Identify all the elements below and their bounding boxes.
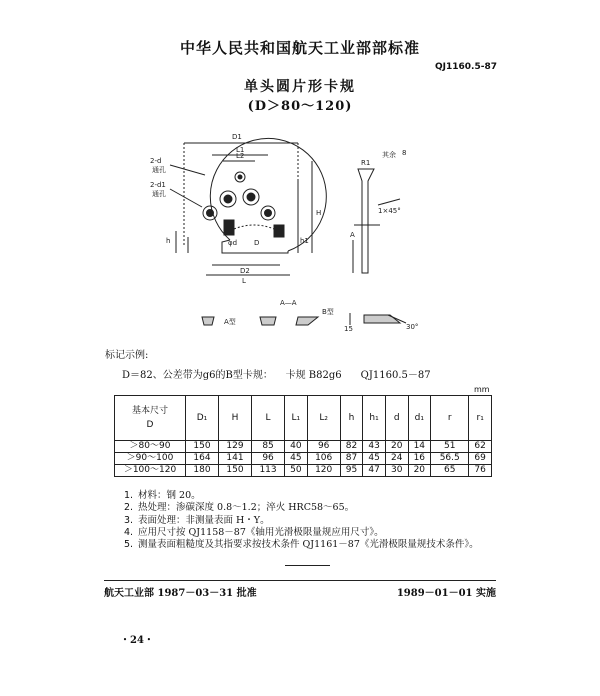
range-cell: ＞80～90	[115, 441, 186, 453]
marking-example-label: 标记示例:	[105, 350, 149, 361]
value-cell: 50	[285, 465, 308, 477]
page-subtitle: (D＞80～120)	[247, 99, 353, 114]
value-cell: 20	[385, 441, 408, 453]
note-text: 热处理：渗碳深度 0.8～1.2；淬火 HRC58～65。	[138, 502, 355, 514]
value-cell: 20	[408, 465, 431, 477]
note-text: 表面处理：非测量表面 H・Y。	[138, 514, 270, 526]
note-number: 2.	[124, 502, 134, 514]
value-cell: 24	[385, 453, 408, 465]
value-cell: 150	[219, 465, 252, 477]
header-cell: L₂	[307, 396, 340, 441]
note-item	[124, 527, 479, 539]
header-cell: h	[340, 396, 363, 441]
value-cell: 43	[363, 441, 386, 453]
header-cell: r₁	[469, 396, 492, 441]
note-number: 4.	[124, 526, 134, 538]
header-cell: H	[219, 396, 252, 441]
value-cell: 76	[469, 465, 492, 477]
label-through-hole-2: 通孔	[152, 190, 166, 198]
label-type-a: A型	[224, 318, 236, 326]
dimension-table	[114, 395, 492, 477]
header-cell: h₁	[363, 396, 386, 441]
dim-d1: D1	[232, 133, 242, 141]
value-cell: 85	[252, 441, 285, 453]
note-text: 材料：钢 20。	[138, 490, 201, 501]
note-item	[124, 539, 479, 551]
implementation-date: 1989－01－01 实施	[396, 588, 496, 599]
value-cell: 96	[252, 453, 285, 465]
page-title: 单头圆片形卡规	[244, 79, 356, 95]
value-cell: 16	[408, 453, 431, 465]
marking-example-text: D＝82、公差带为g6的B型卡规： 卡规 B82g6 QJ1160.5－87	[122, 370, 431, 381]
dim-phi-d: φd	[228, 239, 238, 247]
range-cell: ＞90～100	[115, 453, 186, 465]
standard-header-title: 中华人民共和国航天工业部部标准	[179, 39, 420, 57]
basic-size-label: 基本尺寸	[131, 406, 168, 416]
dim-h: H	[316, 209, 322, 217]
label-angle: 30°	[406, 323, 419, 331]
dim-l1: L1	[236, 146, 245, 154]
value-cell: 141	[219, 453, 252, 465]
label-section: A—A	[280, 299, 297, 307]
value-cell: 30	[385, 465, 408, 477]
measuring-jaw-right	[274, 225, 284, 237]
value-cell: 120	[307, 465, 340, 477]
value-cell: 150	[186, 441, 219, 453]
approval-date: 航天工业部 1987－03－31 批准	[104, 588, 257, 599]
header-cell: L₁	[285, 396, 308, 441]
label-rest: 其余	[382, 151, 396, 159]
dim-center-mark: D	[254, 239, 260, 247]
header-cell: r	[431, 396, 469, 441]
page-number: ・24・	[120, 635, 154, 646]
note-text: 应用尺寸按 QJ1158－87《轴用光滑极限量规应用尺寸》。	[138, 526, 384, 538]
section-type-a-b	[260, 317, 276, 325]
range-cell: ＞100～120	[115, 465, 186, 477]
label-type-b: B型	[322, 308, 334, 316]
technical-drawing	[150, 125, 450, 335]
value-cell: 95	[340, 465, 363, 477]
label-roughness: 8	[402, 149, 407, 157]
dim-d2: D2	[240, 267, 250, 275]
value-cell: 62	[469, 441, 492, 453]
value-cell: 180	[186, 465, 219, 477]
value-cell: 47	[363, 465, 386, 477]
label-chamfer: 1×45°	[378, 207, 401, 215]
value-cell: 14	[408, 441, 431, 453]
value-cell: 45	[363, 453, 386, 465]
header-cell: d	[385, 396, 408, 441]
note-item	[124, 490, 479, 502]
footer-divider	[104, 580, 496, 581]
value-cell: 87	[340, 453, 363, 465]
section-type-b	[296, 317, 318, 325]
note-number: 1.	[124, 490, 134, 501]
end-rule	[285, 565, 330, 566]
value-cell: 65	[431, 465, 469, 477]
header-cell: d₁	[408, 396, 431, 441]
value-cell: 40	[285, 441, 308, 453]
value-cell: 129	[219, 441, 252, 453]
note-item	[124, 515, 479, 527]
section-type-a-a	[202, 317, 214, 325]
note-item	[124, 502, 479, 514]
dim-l2: L2	[236, 152, 245, 160]
measuring-jaw-left	[224, 220, 234, 235]
label-thickness: 15	[344, 325, 353, 333]
section-detail	[364, 315, 400, 323]
dim-h-small: h	[166, 237, 171, 245]
header-basic-size	[115, 396, 186, 441]
label-r1: R1	[361, 159, 371, 167]
document-code: QJ1160.5-87	[435, 62, 497, 72]
table-row	[115, 441, 492, 453]
table-row	[115, 453, 492, 465]
dim-h1: h1	[300, 237, 309, 245]
note-number: 5.	[124, 539, 134, 551]
value-cell: 113	[252, 465, 285, 477]
note-text: 测量表面粗糙度及其指要求按技术条件 QJ1161－87《光滑极限量规技术条件》。	[138, 539, 479, 551]
note-number: 3.	[124, 514, 134, 526]
label-ref-a: A	[350, 231, 355, 239]
label-2-d: 2-d	[150, 157, 162, 165]
value-cell: 56.5	[431, 453, 469, 465]
notes-list	[124, 490, 479, 551]
dim-l: L	[242, 277, 246, 285]
value-cell: 96	[307, 441, 340, 453]
value-cell: 164	[186, 453, 219, 465]
side-view	[358, 169, 374, 273]
value-cell: 69	[469, 453, 492, 465]
header-cell: L	[252, 396, 285, 441]
basic-size-symbol: D	[146, 420, 154, 430]
unit-label: mm	[474, 385, 490, 394]
label-through-hole-1: 通孔	[152, 166, 166, 174]
value-cell: 45	[285, 453, 308, 465]
value-cell: 51	[431, 441, 469, 453]
table-row	[115, 465, 492, 477]
value-cell: 106	[307, 453, 340, 465]
label-2-d1: 2-d1	[150, 181, 166, 189]
table-header-row	[115, 396, 492, 441]
value-cell: 82	[340, 441, 363, 453]
header-cell: D₁	[186, 396, 219, 441]
